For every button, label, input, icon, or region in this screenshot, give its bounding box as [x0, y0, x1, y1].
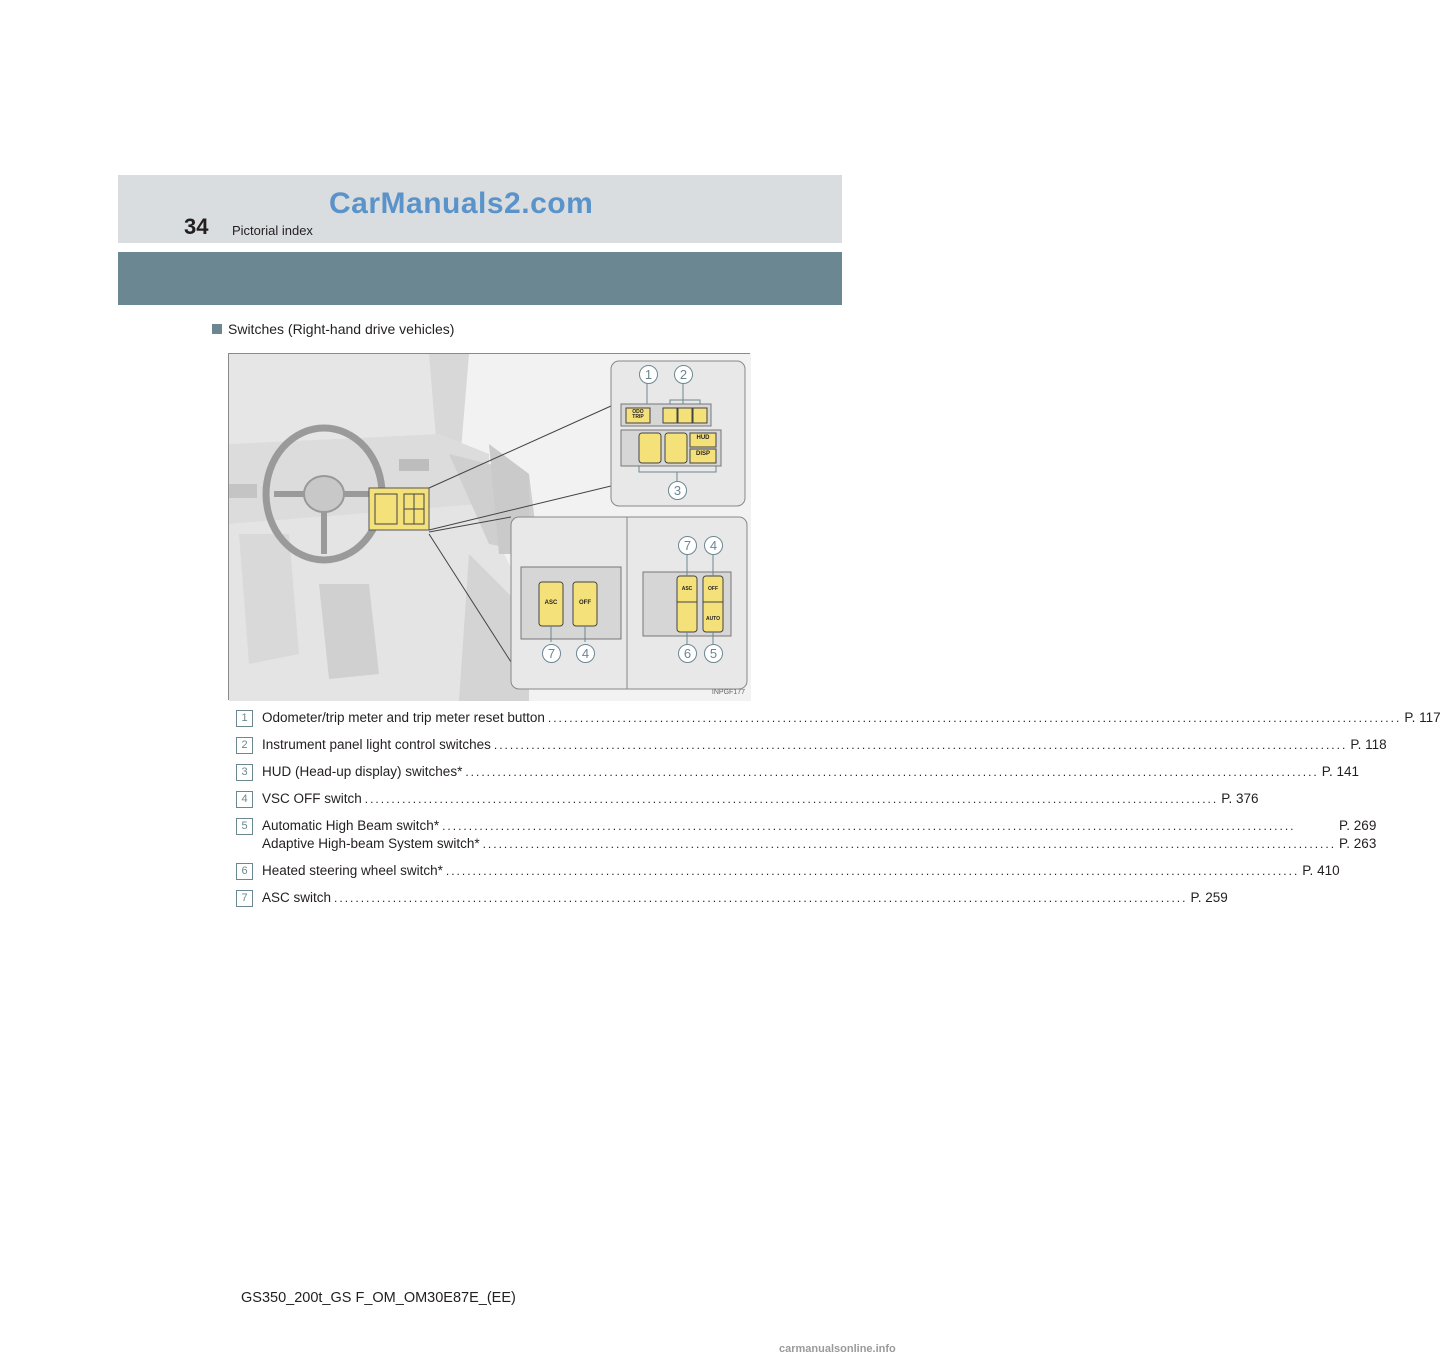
item-list	[236, 709, 1441, 916]
item-text: HUD (Head-up display) switches*	[262, 764, 463, 779]
item-number: 6	[236, 863, 253, 880]
callout-3: 3	[668, 481, 687, 500]
leader-dots	[334, 890, 1187, 907]
callout-4-right: 4	[704, 536, 723, 555]
callout-7-left: 7	[542, 644, 561, 663]
header-title: Pictorial index	[232, 223, 313, 238]
list-item	[236, 709, 1441, 727]
odo-trip-label: ODO TRIP	[632, 409, 644, 420]
document-code: GS350_200t_GS F_OM_OM30E87E_(EE)	[241, 1290, 516, 1306]
item-text-secondary: Adaptive High-beam System switch*	[262, 836, 480, 851]
list-item	[236, 817, 1377, 853]
callout-1: 1	[639, 365, 658, 384]
item-number: 7	[236, 890, 253, 907]
page-reference-secondary[interactable]: P. 263	[1339, 836, 1377, 851]
item-number: 5	[236, 818, 253, 835]
asc-label-right: ASC	[681, 586, 693, 592]
leader-dots	[483, 836, 1336, 853]
page-reference[interactable]: P. 376	[1221, 791, 1259, 806]
leader-dots	[442, 818, 1336, 835]
section-bar	[118, 252, 842, 305]
leader-dots	[548, 710, 1401, 727]
item-number: 1	[236, 710, 253, 727]
page-reference[interactable]: P. 118	[1350, 737, 1387, 752]
callout-4-left: 4	[576, 644, 595, 663]
callout-6-right: 6	[678, 644, 697, 663]
off-label-left: OFF	[579, 600, 591, 606]
disp-label: DISP	[695, 451, 710, 457]
item-number: 2	[236, 737, 253, 754]
list-item	[236, 889, 1228, 907]
leader-dots	[494, 737, 1347, 754]
list-item	[236, 862, 1340, 880]
page-reference[interactable]: P. 269	[1339, 818, 1377, 833]
callout-5-right: 5	[704, 644, 723, 663]
page-reference[interactable]: P. 141	[1321, 764, 1360, 779]
off-label-right: OFF	[708, 586, 718, 592]
hud-label: HUD	[696, 435, 710, 441]
page-reference[interactable]: P. 410	[1302, 863, 1340, 878]
figure-code: INPGF177	[711, 689, 745, 696]
item-text: Odometer/trip meter and trip meter reset button	[262, 710, 545, 725]
page-reference[interactable]: P. 117	[1404, 710, 1441, 725]
leader-dots	[365, 791, 1218, 808]
subheading-text: Switches (Right-hand drive vehicles)	[228, 321, 455, 337]
cockpit-drawing	[229, 354, 751, 701]
switches-illustration	[228, 353, 750, 700]
watermark-bottom: carmanualsonline.info	[779, 1343, 896, 1355]
auto-label: AUTO	[705, 616, 721, 622]
item-number: 3	[236, 764, 253, 781]
item-number: 4	[236, 791, 253, 808]
leader-dots	[446, 863, 1299, 880]
square-bullet-icon	[212, 324, 222, 334]
item-text: VSC OFF switch	[262, 791, 362, 806]
callout-7-right: 7	[678, 536, 697, 555]
asc-label-left: ASC	[544, 600, 558, 606]
page-number: 34	[184, 214, 209, 239]
watermark-top: CarManuals2.com	[329, 187, 594, 220]
list-item	[236, 790, 1259, 808]
leader-dots	[465, 764, 1318, 781]
callout-2: 2	[674, 365, 693, 384]
item-text: Heated steering wheel switch*	[262, 863, 443, 878]
item-text: ASC switch	[262, 890, 332, 905]
subheading	[212, 321, 454, 337]
list-item	[236, 736, 1387, 754]
item-text: Instrument panel light control switches	[262, 737, 491, 752]
page-reference[interactable]: P. 259	[1190, 890, 1228, 905]
list-item	[236, 763, 1360, 781]
item-text: Automatic High Beam switch*	[262, 818, 440, 833]
